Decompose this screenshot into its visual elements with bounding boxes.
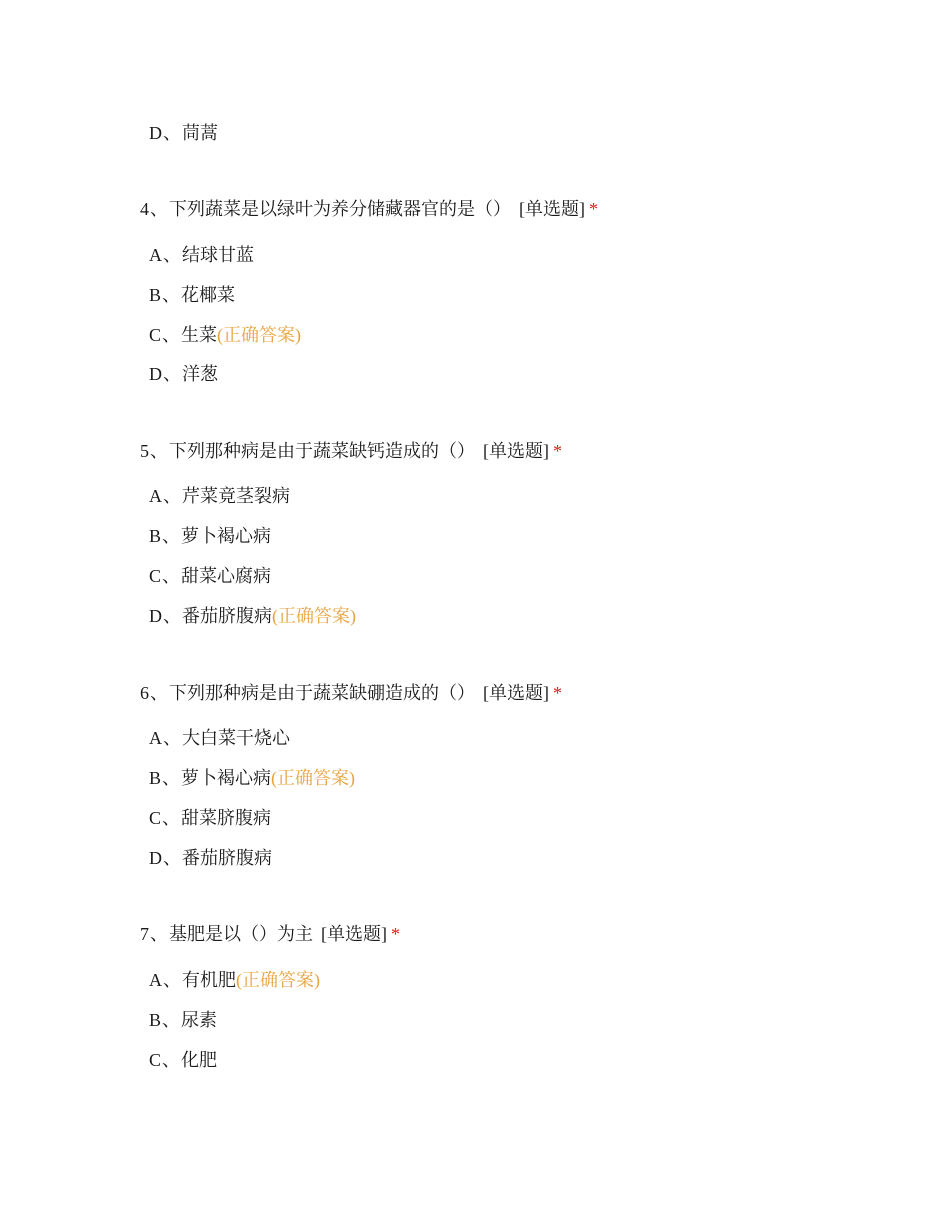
option-text: 尿素: [181, 1010, 218, 1030]
option-letter: B: [149, 526, 162, 546]
correct-answer-mark: (正确答案): [271, 768, 356, 788]
option-text: 番茄脐腹病: [182, 606, 272, 626]
option-text: 萝卜褐心病: [181, 526, 272, 546]
option-text: 甜菜脐腹病: [181, 808, 272, 828]
option-separator: 、: [162, 325, 181, 345]
option-item[interactable]: [149, 806, 271, 830]
question-number: 5: [140, 441, 149, 461]
option-letter: C: [149, 808, 162, 828]
option-separator: 、: [163, 486, 181, 506]
option-letter: C: [149, 566, 162, 586]
option-item[interactable]: [149, 243, 254, 267]
required-star: *: [553, 683, 562, 703]
question-text: 基肥是以（）为主: [169, 924, 313, 944]
question-number: 7: [140, 924, 149, 944]
option-letter: D: [149, 848, 162, 868]
option-item[interactable]: [149, 968, 320, 992]
option-item[interactable]: [149, 564, 271, 588]
option-item[interactable]: [149, 362, 218, 386]
option-text: 结球甘蓝: [182, 245, 254, 265]
option-item[interactable]: [149, 1008, 217, 1032]
option-item[interactable]: [149, 726, 290, 750]
correct-answer-mark: (正确答案): [236, 970, 320, 990]
option-text: 花椰菜: [181, 285, 236, 305]
option-item[interactable]: [149, 524, 271, 548]
question-title: [140, 922, 400, 946]
option-letter: B: [149, 1010, 162, 1030]
option-separator: 、: [162, 566, 181, 586]
question-text: 下列那种病是由于蔬菜缺硼造成的（）: [169, 683, 475, 703]
option-separator: 、: [162, 1010, 181, 1030]
option-item[interactable]: [149, 283, 235, 307]
option-separator: 、: [163, 728, 181, 748]
option-item[interactable]: [149, 846, 272, 870]
option-separator: 、: [162, 808, 181, 828]
question-type: [单选题]: [519, 199, 585, 219]
option-letter: A: [149, 486, 162, 506]
option-separator: 、: [162, 526, 181, 546]
option-text: 萝卜褐心病: [181, 768, 272, 788]
option-separator: 、: [162, 768, 181, 788]
required-star: *: [589, 199, 598, 219]
option-text: 生菜: [181, 325, 218, 345]
question-separator: 、: [150, 199, 168, 219]
option-letter: B: [149, 285, 162, 305]
option-letter: C: [149, 325, 162, 345]
correct-answer-mark: (正确答案): [272, 606, 356, 626]
question-type: [单选题]: [321, 924, 387, 944]
option-item[interactable]: [149, 484, 290, 508]
question-title: [140, 681, 562, 705]
option-letter: A: [149, 245, 162, 265]
question-type: [单选题]: [483, 683, 549, 703]
option-text: 甜菜心腐病: [181, 566, 272, 586]
option-text: 化肥: [181, 1050, 218, 1070]
option-letter: D: [149, 364, 162, 384]
option-separator: 、: [163, 123, 181, 143]
option-letter: D: [149, 606, 162, 626]
question-title: [140, 439, 562, 463]
question-separator: 、: [150, 441, 168, 461]
question-title: [140, 197, 598, 221]
option-item[interactable]: [149, 323, 301, 347]
option-item[interactable]: [149, 766, 355, 790]
option-separator: 、: [163, 848, 181, 868]
option-separator: 、: [162, 1050, 181, 1070]
option-letter: B: [149, 768, 162, 788]
option-letter: C: [149, 1050, 162, 1070]
option-item[interactable]: [149, 121, 218, 145]
option-separator: 、: [162, 285, 181, 305]
option-text: 芹菜竟茎裂病: [182, 486, 290, 506]
question-type: [单选题]: [483, 441, 549, 461]
option-text: 茼蒿: [182, 123, 218, 143]
option-separator: 、: [163, 364, 181, 384]
option-letter: A: [149, 970, 162, 990]
question-number: 4: [140, 199, 149, 219]
question-separator: 、: [150, 924, 168, 944]
question-text: 下列蔬菜是以绿叶为养分储藏器官的是（）: [169, 199, 511, 219]
option-letter: D: [149, 123, 162, 143]
option-separator: 、: [163, 606, 181, 626]
option-separator: 、: [163, 970, 181, 990]
option-separator: 、: [163, 245, 181, 265]
question-separator: 、: [150, 683, 168, 703]
option-text: 番茄脐腹病: [182, 848, 272, 868]
required-star: *: [553, 441, 562, 461]
option-text: 洋葱: [182, 364, 218, 384]
question-number: 6: [140, 683, 149, 703]
option-text: 有机肥: [182, 970, 236, 990]
required-star: *: [391, 924, 400, 944]
option-item[interactable]: [149, 604, 356, 628]
correct-answer-mark: (正确答案): [217, 325, 302, 345]
option-item[interactable]: [149, 1048, 217, 1072]
option-text: 大白菜干烧心: [182, 728, 290, 748]
question-text: 下列那种病是由于蔬菜缺钙造成的（）: [169, 441, 475, 461]
option-letter: A: [149, 728, 162, 748]
